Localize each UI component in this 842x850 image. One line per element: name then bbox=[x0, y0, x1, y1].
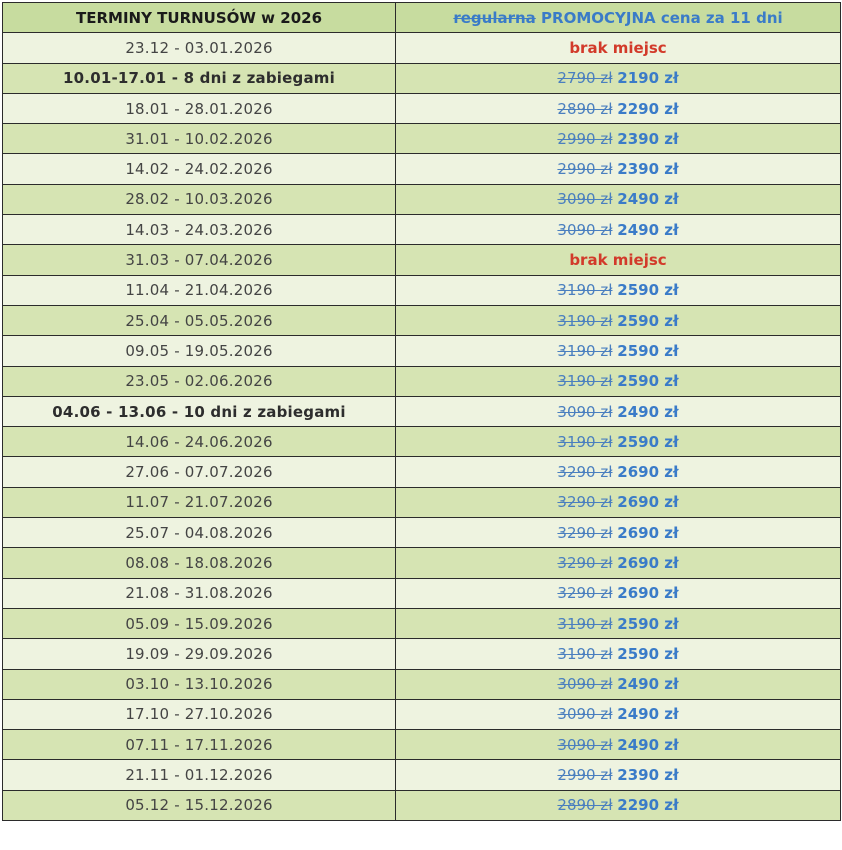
price-cell bbox=[396, 457, 841, 487]
regular-price: 2790 zł bbox=[557, 69, 613, 88]
table-row bbox=[3, 396, 841, 426]
regular-price: 2890 zł bbox=[557, 796, 613, 815]
promo-price: 2290 zł bbox=[617, 796, 679, 815]
term-dates-cell: 04.06 - 13.06 - 10 dni z zabiegami bbox=[3, 396, 396, 426]
price-cell bbox=[396, 639, 841, 669]
price-cell bbox=[396, 275, 841, 305]
promo-price: 2590 zł bbox=[617, 281, 679, 300]
table-row bbox=[3, 184, 841, 214]
price-table bbox=[2, 2, 841, 821]
table-row bbox=[3, 669, 841, 699]
regular-price: 3090 zł bbox=[557, 705, 613, 724]
table-row bbox=[3, 427, 841, 457]
table-row bbox=[3, 305, 841, 335]
price-cell bbox=[396, 154, 841, 184]
term-dates-cell: 14.06 - 24.06.2026 bbox=[3, 427, 396, 457]
regular-price: 3290 zł bbox=[557, 523, 613, 542]
header-dates: TERMINY TURNUSÓW w 2026 bbox=[3, 3, 396, 33]
price-cell bbox=[396, 487, 841, 517]
term-dates-cell: 03.10 - 13.10.2026 bbox=[3, 669, 396, 699]
regular-price: 3290 zł bbox=[557, 553, 613, 572]
regular-price: 3190 zł bbox=[557, 372, 613, 391]
promo-price: 2190 zł bbox=[617, 69, 679, 88]
table-row bbox=[3, 33, 841, 63]
regular-price: 3190 zł bbox=[557, 614, 613, 633]
term-dates-cell: 18.01 - 28.01.2026 bbox=[3, 93, 396, 123]
table-row bbox=[3, 457, 841, 487]
regular-price: 2890 zł bbox=[557, 99, 613, 118]
price-cell bbox=[396, 93, 841, 123]
price-cell bbox=[396, 760, 841, 790]
price-cell bbox=[396, 63, 841, 93]
price-cell bbox=[396, 608, 841, 638]
table-row bbox=[3, 245, 841, 275]
term-dates-cell: 05.09 - 15.09.2026 bbox=[3, 608, 396, 638]
price-cell bbox=[396, 578, 841, 608]
table-row bbox=[3, 154, 841, 184]
promo-price: 2490 zł bbox=[617, 675, 679, 694]
price-table-container bbox=[2, 2, 841, 821]
price-cell bbox=[396, 245, 841, 275]
regular-price: 2990 zł bbox=[557, 766, 613, 785]
price-cell bbox=[396, 215, 841, 245]
term-dates-cell: 10.01-17.01 - 8 dni z zabiegami bbox=[3, 63, 396, 93]
term-dates-cell: 11.04 - 21.04.2026 bbox=[3, 275, 396, 305]
term-dates-cell: 28.02 - 10.03.2026 bbox=[3, 184, 396, 214]
term-dates-cell: 19.09 - 29.09.2026 bbox=[3, 639, 396, 669]
header-regular-strike: regularna bbox=[453, 8, 536, 27]
table-row bbox=[3, 63, 841, 93]
promo-price: 2490 zł bbox=[617, 735, 679, 754]
term-dates-cell: 11.07 - 21.07.2026 bbox=[3, 487, 396, 517]
promo-price: 2590 zł bbox=[617, 311, 679, 330]
regular-price: 3090 zł bbox=[557, 220, 613, 239]
regular-price: 3090 zł bbox=[557, 402, 613, 421]
table-row bbox=[3, 639, 841, 669]
price-cell bbox=[396, 790, 841, 820]
header-price bbox=[396, 3, 841, 33]
regular-price: 2990 zł bbox=[557, 160, 613, 179]
regular-price: 3090 zł bbox=[557, 735, 613, 754]
term-dates-cell: 17.10 - 27.10.2026 bbox=[3, 699, 396, 729]
table-row bbox=[3, 760, 841, 790]
promo-price: 2690 zł bbox=[617, 553, 679, 572]
regular-price: 3190 zł bbox=[557, 341, 613, 360]
price-cell bbox=[396, 124, 841, 154]
promo-price: 2390 zł bbox=[617, 129, 679, 148]
price-cell bbox=[396, 396, 841, 426]
promo-price: 2690 zł bbox=[617, 523, 679, 542]
term-dates-cell: 23.12 - 03.01.2026 bbox=[3, 33, 396, 63]
promo-price: 2490 zł bbox=[617, 705, 679, 724]
promo-price: 2490 zł bbox=[617, 190, 679, 209]
term-dates-cell: 09.05 - 19.05.2026 bbox=[3, 336, 396, 366]
promo-price: 2590 zł bbox=[617, 341, 679, 360]
table-header-row bbox=[3, 3, 841, 33]
promo-price: 2690 zł bbox=[617, 493, 679, 512]
table-row bbox=[3, 215, 841, 245]
price-cell bbox=[396, 518, 841, 548]
promo-price: 2590 zł bbox=[617, 432, 679, 451]
table-row bbox=[3, 124, 841, 154]
regular-price: 3290 zł bbox=[557, 493, 613, 512]
price-cell bbox=[396, 699, 841, 729]
table-row bbox=[3, 366, 841, 396]
term-dates-cell: 25.07 - 04.08.2026 bbox=[3, 518, 396, 548]
table-row bbox=[3, 730, 841, 760]
regular-price: 3190 zł bbox=[557, 432, 613, 451]
regular-price: 3190 zł bbox=[557, 281, 613, 300]
term-dates-cell: 21.08 - 31.08.2026 bbox=[3, 578, 396, 608]
table-row bbox=[3, 275, 841, 305]
term-dates-cell: 31.03 - 07.04.2026 bbox=[3, 245, 396, 275]
price-cell bbox=[396, 184, 841, 214]
promo-price: 2590 zł bbox=[617, 644, 679, 663]
price-cell bbox=[396, 669, 841, 699]
term-dates-cell: 14.03 - 24.03.2026 bbox=[3, 215, 396, 245]
term-dates-cell: 14.02 - 24.02.2026 bbox=[3, 154, 396, 184]
promo-price: 2290 zł bbox=[617, 99, 679, 118]
table-row bbox=[3, 790, 841, 820]
regular-price: 3190 zł bbox=[557, 644, 613, 663]
term-dates-cell: 05.12 - 15.12.2026 bbox=[3, 790, 396, 820]
table-row bbox=[3, 487, 841, 517]
table-row bbox=[3, 336, 841, 366]
term-dates-cell: 21.11 - 01.12.2026 bbox=[3, 760, 396, 790]
price-cell bbox=[396, 336, 841, 366]
price-cell bbox=[396, 305, 841, 335]
term-dates-cell: 07.11 - 17.11.2026 bbox=[3, 730, 396, 760]
no-availability-label: brak miejsc bbox=[569, 251, 667, 270]
promo-price: 2390 zł bbox=[617, 766, 679, 785]
regular-price: 2990 zł bbox=[557, 129, 613, 148]
table-row bbox=[3, 578, 841, 608]
price-cell bbox=[396, 33, 841, 63]
promo-price: 2390 zł bbox=[617, 160, 679, 179]
no-availability-label: brak miejsc bbox=[569, 38, 667, 57]
regular-price: 3090 zł bbox=[557, 675, 613, 694]
regular-price: 3090 zł bbox=[557, 190, 613, 209]
table-row bbox=[3, 608, 841, 638]
promo-price: 2590 zł bbox=[617, 614, 679, 633]
price-cell bbox=[396, 548, 841, 578]
promo-price: 2690 zł bbox=[617, 584, 679, 603]
table-body bbox=[3, 33, 841, 821]
table-row bbox=[3, 93, 841, 123]
promo-price: 2490 zł bbox=[617, 402, 679, 421]
table-row bbox=[3, 518, 841, 548]
regular-price: 3290 zł bbox=[557, 584, 613, 603]
promo-price: 2590 zł bbox=[617, 372, 679, 391]
table-row bbox=[3, 699, 841, 729]
price-cell bbox=[396, 427, 841, 457]
term-dates-cell: 23.05 - 02.06.2026 bbox=[3, 366, 396, 396]
regular-price: 3290 zł bbox=[557, 463, 613, 482]
term-dates-cell: 27.06 - 07.07.2026 bbox=[3, 457, 396, 487]
header-promo-label: PROMOCYJNA cena za 11 dni bbox=[535, 8, 783, 27]
term-dates-cell: 08.08 - 18.08.2026 bbox=[3, 548, 396, 578]
promo-price: 2490 zł bbox=[617, 220, 679, 239]
table-row bbox=[3, 548, 841, 578]
regular-price: 3190 zł bbox=[557, 311, 613, 330]
term-dates-cell: 31.01 - 10.02.2026 bbox=[3, 124, 396, 154]
term-dates-cell: 25.04 - 05.05.2026 bbox=[3, 305, 396, 335]
price-cell bbox=[396, 730, 841, 760]
promo-price: 2690 zł bbox=[617, 463, 679, 482]
price-cell bbox=[396, 366, 841, 396]
